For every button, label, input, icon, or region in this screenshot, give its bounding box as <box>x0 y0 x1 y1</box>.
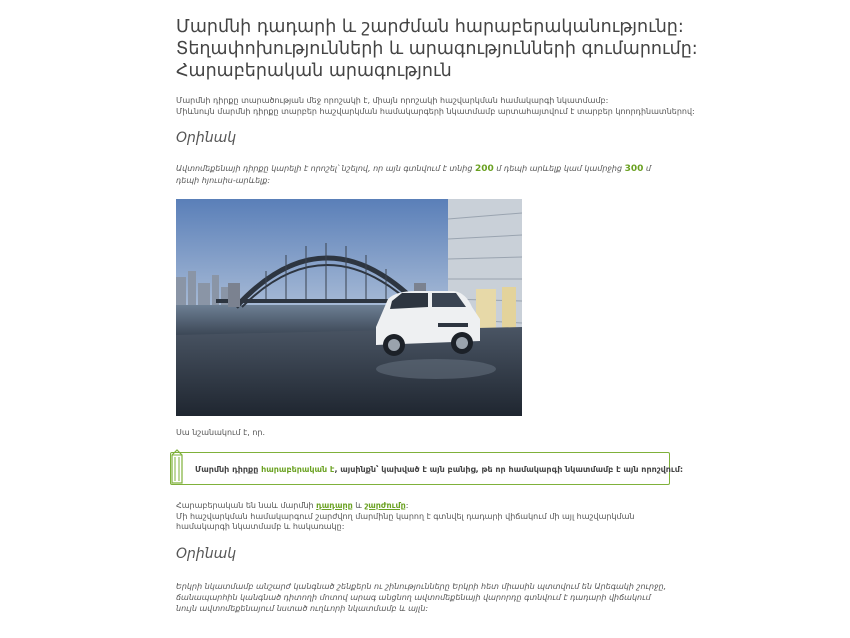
example-text-part: Ավտոմեքենայի դիրքը կարելի է որոշել՝ նշելով, որ այն գտնվում է տնից <box>176 164 475 173</box>
title-line: Մարմնի դադարի և շարժման հարաբերականությունը: <box>176 17 684 37</box>
rule-highlight: հարաբերական է <box>261 465 335 474</box>
keyword-motion: շարժումը <box>364 501 406 510</box>
example-text-part: մ դեպի հյուսիս-արևելք: <box>176 164 651 185</box>
example-heading: Օրինակ <box>176 130 237 146</box>
rule-text <box>195 465 683 474</box>
intro-paragraph <box>176 95 695 117</box>
keyword-rest: դադարը <box>316 501 353 510</box>
example2-text: Երկրի նկատմամբ անշարժ կանգնած շենքերն ու շինությունները Երկրի հետ միասին պտտվում են Արեգակի շուրջը, ճանապարհին կանգնած դիտողի մոտով արագ անցնող ավտոմեքենայի վարորդը գտնվում է դադարի վիճակում նույն ավտոմեքենայում նստած ուղևորի նկատմամբ և այլն: <box>176 582 667 613</box>
example-text <box>176 163 671 186</box>
paragraph-text: Հարաբերական են նաև մարմնի <box>176 501 317 510</box>
intro-line: Մարմնի դիրքը տարածության մեջ որոշակի է, միայն որոշակի հաշվարկման համակարգի նկատմամբ: <box>176 96 609 105</box>
example-heading: Օրինակ <box>176 546 237 562</box>
rule-text-part: , այսինքն՝ կախված է այն բանից, թե որ համակարգի նկատմամբ է այն որոշվում: <box>334 465 684 474</box>
rule-text-part: Մարմնի դիրքը <box>195 465 262 474</box>
distance-value: 200 <box>474 164 494 174</box>
distance-value: 300 <box>624 164 644 174</box>
caption: Սա նշանակում է, որ. <box>176 428 266 437</box>
paragraph-text: և <box>352 501 365 510</box>
title-line: Հարաբերական արագություն <box>176 61 452 81</box>
title-line: Տեղափոխությունների և արագությունների գումարումը: <box>176 39 698 59</box>
car-bridge-photo <box>176 199 522 416</box>
paragraph-text: Մի հաշվարկման համակարգում շարժվող մարմինը կարող է գտնվել դադարի վիճակում մի այլ հաշվարկման համակարգի նկատմամբ և հակառակը: <box>176 511 635 531</box>
relativity-paragraph <box>176 501 676 533</box>
rule-box <box>170 452 684 485</box>
intro-line: Միևնույն մարմնի դիրքը տարբեր հաշվարկման համակարգերի նկատմամբ արտահայտվում է տարբեր կոորդինատներով: <box>176 107 695 116</box>
example-text-part: մ դեպի արևելք կամ կամրջից <box>493 164 625 173</box>
page-title <box>176 16 698 82</box>
paragraph-text: : <box>405 501 409 510</box>
